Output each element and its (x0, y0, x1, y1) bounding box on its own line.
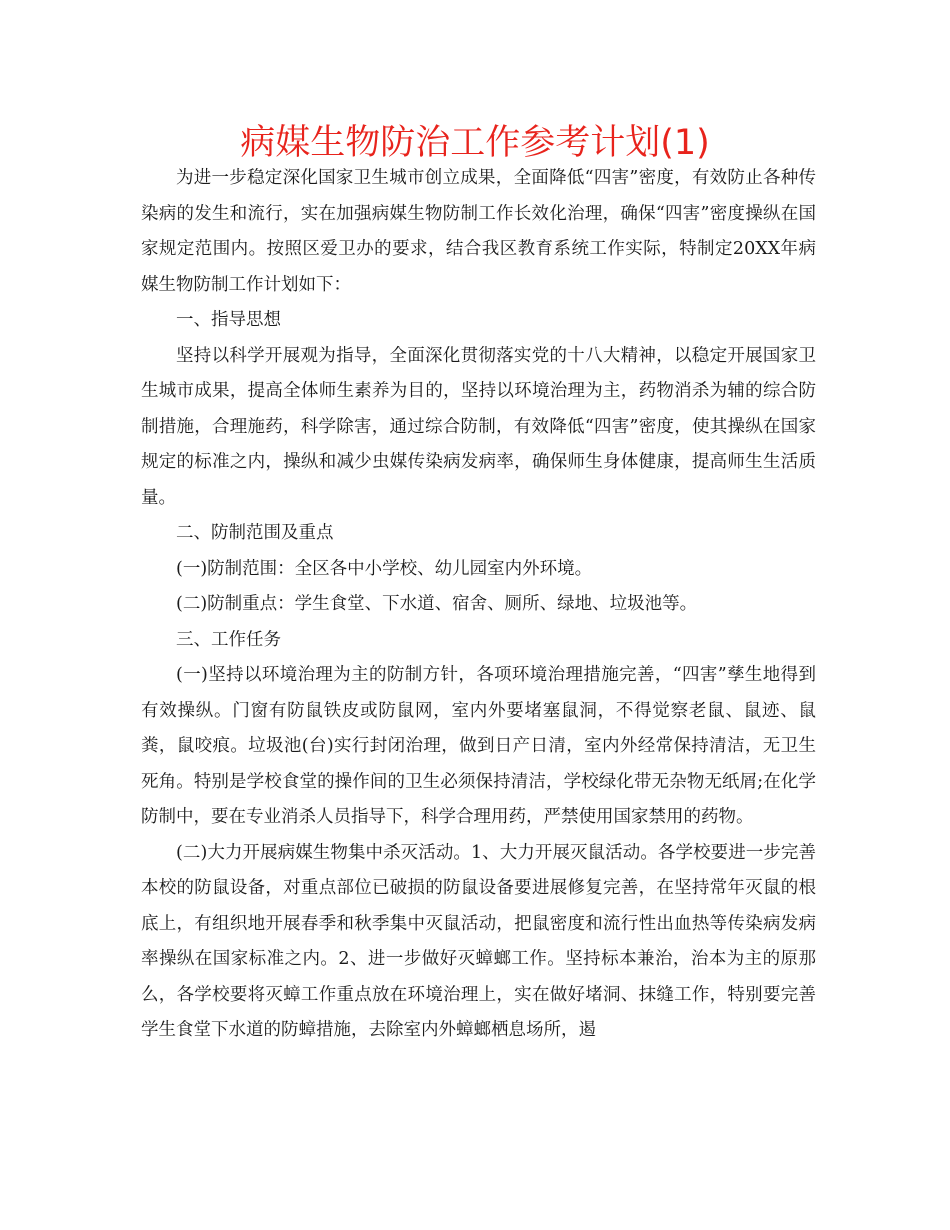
paragraph-intro: 为进一步稳定深化国家卫生城市创立成果，全面降低“四害”密度，有效防止各种传染病的发生和流行，实在加强病媒生物防制工作长效化治理，确保“四害”密度操纵在国家规定范围内。按照区爱卫办的要求，结合我区教育系统工作实际，特制定20XX年病媒生物防制工作计划如下： (141, 168, 816, 295)
paragraph-guiding-thought: 坚持以科学开展观为指导，全面深化贯彻落实党的十八大精神，以稳定开展国家卫生城市成果，提高全体师生素养为目的，坚持以环境治理为主，药物消杀为辅的综合防制措施，合理施药，科学除害，通过综合防制，有效降低“四害”密度，使其操纵在国家规定的标准之内，操纵和减少虫媒传染病发病率，确保师生身体健康，提高师生生活质量。 (141, 345, 816, 508)
document-body (141, 161, 816, 1049)
section-heading-guiding-thought: 一、指导思想 (176, 310, 281, 330)
paragraph-focus: (二)防制重点：学生食堂、下水道、宿舍、厕所、绿地、垃圾池等。 (176, 594, 698, 614)
section-heading-tasks: 三、工作任务 (176, 629, 281, 650)
paragraph-task-1: (一)坚持以环境治理为主的防制方针，各项环境治理措施完善，“四害”孳生地得到有效操纵。门窗有防鼠铁皮或防鼠网，室内外要堵塞鼠洞，不得觉察老鼠、鼠迹、鼠粪，鼠咬痕。垃圾池(台)实行封闭治理，做到日产日清，室内外经常保持清洁，无卫生死角。特别是学校食堂的操作间的卫生必须保持清洁，学校绿化带无杂物无纸屑;在化学防制中，要在专业消杀人员指导下，科学合理用药，严禁使用国家禁用的药物。 (141, 665, 816, 827)
paragraph-scope: (一)防制范围：全区各中小学校、幼儿园室内外环境。 (176, 558, 593, 579)
document-title: 病媒生物防治工作参考计划(1) (240, 123, 710, 163)
paragraph-task-2: (二)大力开展病媒生物集中杀灭活动。1、大力开展灭鼠活动。各学校要进一步完善本校的防鼠设备，对重点部位已破损的防鼠设备要进展修复完善，在坚持常年灭鼠的根底上，有组织地开展春季和秋季集中灭鼠活动，把鼠密度和流行性出血热等传染病发病率操纵在国家标准之内。2、进一步做好灭蟑螂工作。坚持标本兼治，治本为主的原那么，各学校要将灭蟑工作重点放在环境治理上，实在做好堵洞、抹缝工作，特别要完善学生食堂下水道的防蟑措施，去除室内外蟑螂栖息场所，遏 (141, 842, 816, 1040)
section-heading-scope: 二、防制范围及重点 (176, 523, 334, 543)
